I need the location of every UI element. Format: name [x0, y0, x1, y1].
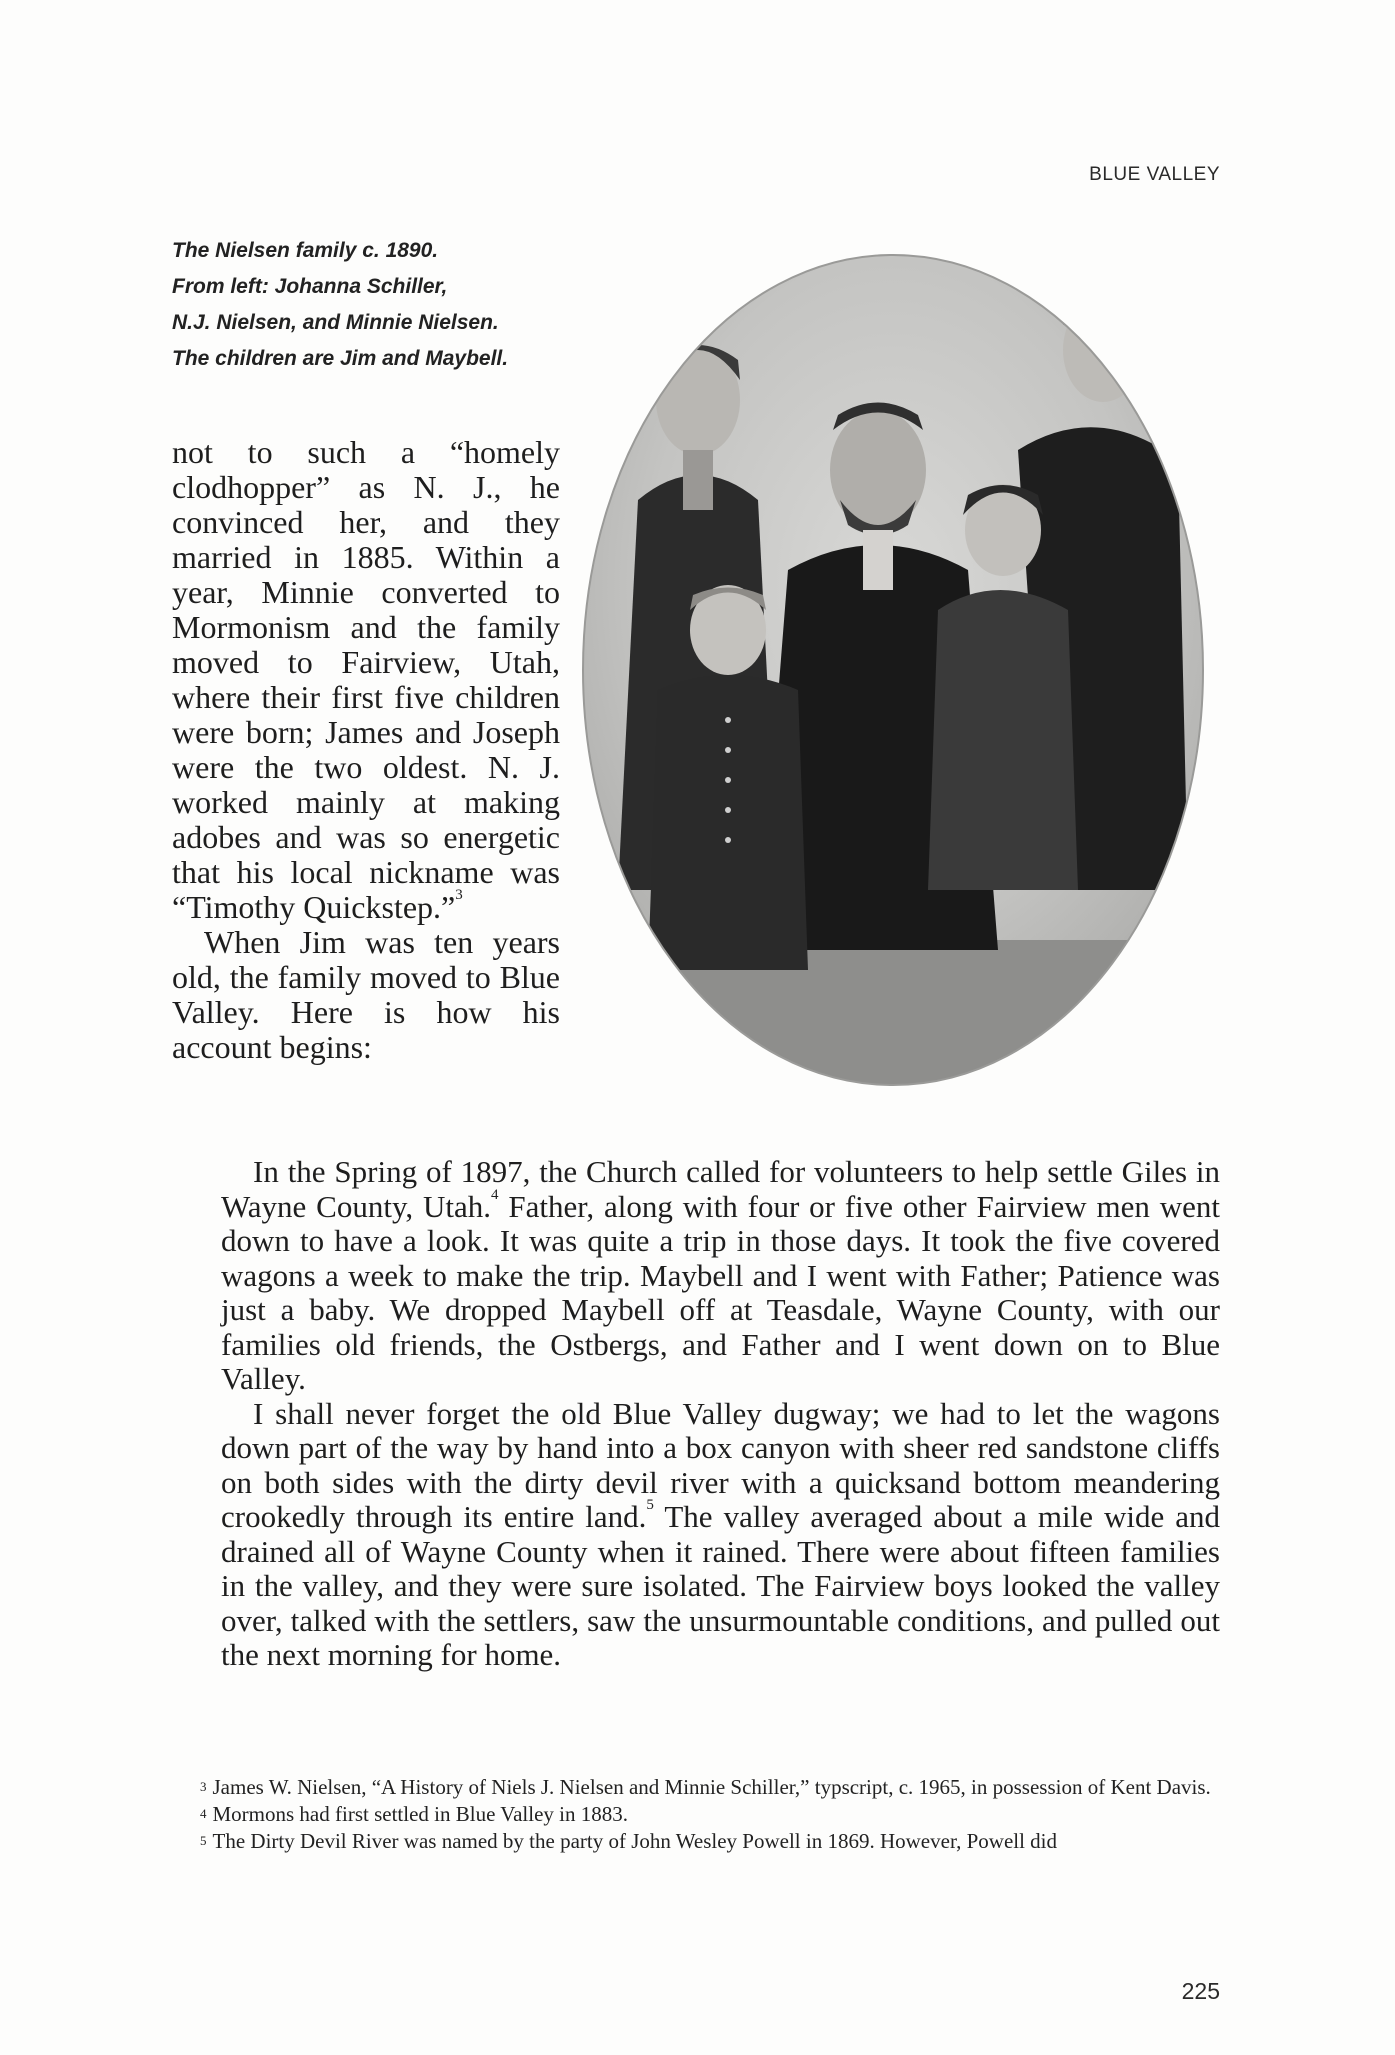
footnote-text: Mormons had first settled in Blue Valley in 1883. — [212, 1802, 628, 1826]
footnote-number: 4 — [200, 1806, 207, 1821]
quote-text: I shall never forget the old Blue Valley dugway; we had to let the wagons down part of the way by hand into a box canyon with sheer red sandstone cliffs on both sides with the dirty devil river with a quicksand bottom meandering crookedly through its entire land. — [221, 1395, 1220, 1534]
intro-paragraph — [172, 435, 560, 925]
footnotes — [172, 1774, 1220, 1855]
quote-text: The valley averaged about a mile wide and drained all of Wayne County when it rained. There were about fifteen families in the valley, and they were sure isolated. The Fairview boys looked the valley over, talked with the settlers, saw the unsurmountable conditions, and pulled out the next morning for home. — [221, 1499, 1220, 1672]
footnote-number: 5 — [200, 1833, 207, 1848]
quote-paragraph — [221, 1155, 1220, 1397]
footnote-number: 3 — [200, 1779, 207, 1794]
caption-line: From left: Johanna Schiller, — [172, 275, 448, 298]
footnote-text: James W. Nielsen, “A History of Niels J. Nielsen and Minnie Schiller,” typscript, c. 1965, in possession of Kent Davis. — [212, 1775, 1211, 1799]
quote-text: In the Spring of 1897, the Church called for volunteers to help settle Giles in Wayne County, Utah. — [221, 1154, 1220, 1224]
footnote — [172, 1828, 1220, 1855]
intro-paragraph-text: not to such a “homely clodhopper” as N. J., he convinced her, and they married in 1885. Within a year, Minnie converted to Mormonism and the family moved to Fairview, Utah, where their first five children were born; James and Joseph were the two oldest. N. J. worked mainly at making adobes and was so energetic that his local nickname was “Timothy Quickstep.” — [172, 434, 560, 925]
caption-line: The Nielsen family c. 1890. — [172, 239, 439, 262]
intro-paragraph: When Jim was ten years old, the family moved to Blue Valley. Here is how his account begins: — [172, 924, 560, 1065]
footnote-text: The Dirty Devil River was named by the party of John Wesley Powell in 1869. However, Powell did — [212, 1829, 1058, 1853]
footnote-ref: 5 — [646, 1497, 654, 1513]
caption-line: N.J. Nielsen, and Minnie Nielsen. — [172, 311, 499, 334]
quote-paragraph — [221, 1397, 1220, 1673]
footnote — [172, 1801, 1220, 1828]
photo-caption — [172, 233, 612, 377]
footnote-ref: 4 — [491, 1186, 499, 1203]
intro-text — [172, 435, 560, 1065]
family-photo-image — [578, 250, 1208, 1090]
page-number: 225 — [1181, 1978, 1220, 2004]
footnote — [172, 1774, 1220, 1801]
block-quote — [221, 1155, 1220, 1673]
family-photo — [578, 250, 1208, 1090]
running-head: BLUE VALLEY — [1089, 164, 1220, 185]
quote-text: Father, along with four or five other Fairview men went down to have a look. It was quite a trip in those days. It took the five covered wagons a week to make the trip. Maybell and I went with Father; Patience was just a baby. We dropped Maybell off at Teasdale, Wayne County, with our families old friends, the Ostbergs, and Father and I went down on to Blue Valley. — [221, 1188, 1220, 1396]
footnote-ref: 3 — [455, 887, 463, 903]
caption-line: The children are Jim and Maybell. — [172, 347, 509, 370]
